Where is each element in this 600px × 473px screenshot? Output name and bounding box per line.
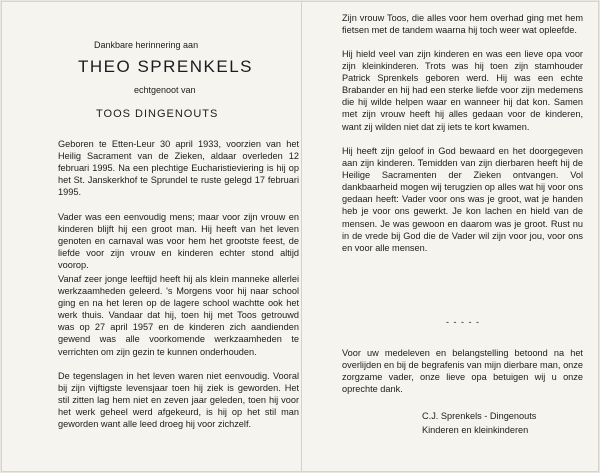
birth-death-paragraph: Geboren te Etten-Leur 30 april 1933, voorzien van het Heilig Sacrament van de Zieken, aldaar overleden 12 februari 1995. Na een plechtige Eucharistieviering is hij op het St. Janskerkhof te Sprundel te ruste gelegd 17 februari 1995.	[58, 139, 299, 198]
illness-paragraph: De tegenslagen in het leven waren niet eenvoudig. Vooral bij zijn vijftigste levensjaar toen hij ziek is geworden. Het stil zitten lag hem niet en zeven jaar geleden, toen hij voor het werk geheel werd afgekeurd, is hij op het stil man geworden want alle leed droeg hij voor zichzelf.	[58, 371, 299, 430]
signature-name: C.J. Sprenkels - Dingenouts	[422, 411, 537, 421]
section-divider: - - - - -	[446, 317, 480, 327]
wife-paragraph: Zijn vrouw Toos, die alles voor hem overhad ging met hem fietsen met de tandem waarna hij toch weer wat opleefde.	[342, 13, 583, 36]
thanks-paragraph: Voor uw medeleven en belangstelling betoond na het overlijden en bij de begrafenis van mijn dierbare man, onze zorgzame vader, onze lieve opa betuigen wij u onze oprechte dank.	[342, 348, 583, 395]
deceased-name: THEO SPRENKELS	[78, 57, 253, 76]
spouse-intro: echtgenoot van	[134, 85, 196, 95]
faith-paragraph: Hij heeft zijn geloof in God bewaard en het doorgegeven aan zijn kinderen. Temidden van zijn dierbaren heeft hij de Heilige Sacramenten der Zieken ontvangen. Vol dankbaarheid mogen wij terugzien op alles wat hij voor ons gedaan heeft: Vader voor ons was je groot, wat je handen heb je voor ons gewerkt. Je kon lachen en hield van de mensen. Je was gewoon en daarom was je groot. Rust nu in de vrede bij God die de Vader wil zijn voor jou, voor ons en voor alle mensen.	[342, 146, 583, 253]
memorial-card	[1, 1, 599, 472]
family-paragraph: Hij hield veel van zijn kinderen en was een lieve opa voor zijn kleinkinderen. Trots was hij toen zijn stamhouder Patrick Sprenkels geboren werd. Hij was een echte Brabander en hij had een sterke liefde voor zijn medemens die hij wilde helpen waar en wanneer hij dat kon. Samen met zijn vrouw heeft hij alles gedaan voor de kinderen, want zij wilden niet dat zij iets te kort kwamen.	[342, 49, 583, 132]
intro-text: Dankbare herinnering aan	[94, 40, 199, 50]
character-paragraph: Vader was een eenvoudig mens; maar voor zijn vrouw en kinderen blijft hij een groot man. Hij heeft van het leven genoten en carnaval was voor hem het grootste feest, de liefde voor zijn vrouw en kinderen echter stond altijd voorop.	[58, 212, 299, 271]
card-fold-line	[301, 2, 302, 471]
signature-family: Kinderen en kleinkinderen	[422, 425, 529, 435]
spouse-name: TOOS DINGENOUTS	[96, 108, 219, 120]
youth-work-paragraph: Vanaf zeer jonge leeftijd heeft hij als klein manneke allerlei werkzaamheden geleerd. 's Morgens voor hij naar school ging en na het leren op de lagere school wachtte ook het werk thuis. Vandaar dat hij, toen hij met Toos getrouwd was op 27 april 1957 en de kinderen zich aandienden gewend was alle voorkomende werkzaamheden te verrichten om zijn gezin te kunnen onderhouden.	[58, 274, 299, 357]
